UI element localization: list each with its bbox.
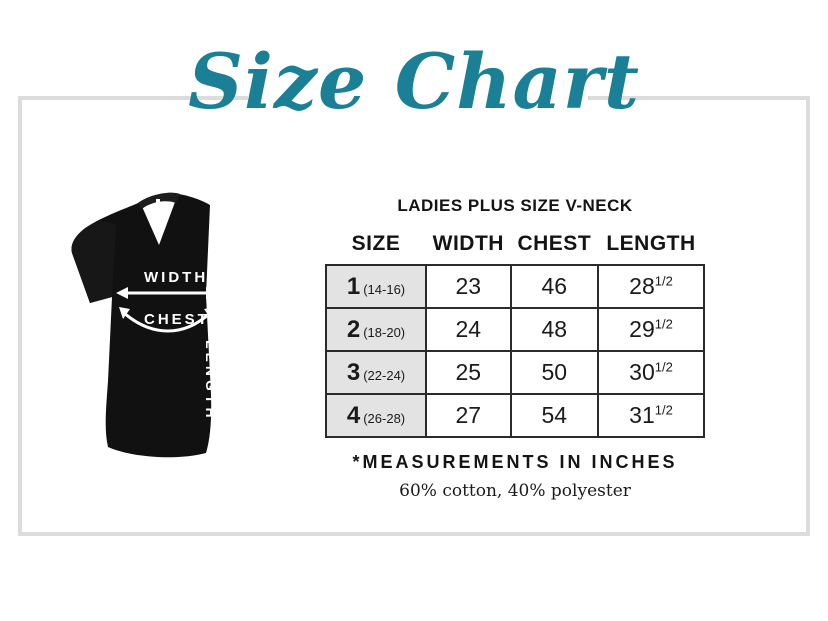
fabric-note: 60% cotton, 40% polyester xyxy=(399,481,631,501)
table-row xyxy=(326,265,704,308)
table-header-row xyxy=(326,232,704,265)
table-heading: LADIES PLUS SIZE V-NECK xyxy=(397,196,633,215)
size-number: 2 xyxy=(346,315,361,343)
column-header-chest: CHEST xyxy=(517,232,592,255)
length-value: 28 xyxy=(629,273,655,299)
size-number: 3 xyxy=(346,358,361,386)
table-row xyxy=(326,394,704,437)
cell-size xyxy=(326,351,426,394)
column-header-length: LENGTH xyxy=(606,232,696,255)
length-fraction: 1/2 xyxy=(654,316,673,332)
length-value: 31 xyxy=(629,402,655,428)
cell-width: 27 xyxy=(426,394,511,437)
table-row xyxy=(326,351,704,394)
size-table-area xyxy=(325,196,705,501)
length-value: 29 xyxy=(629,316,655,342)
cell-chest: 46 xyxy=(511,265,598,308)
length-fraction: 1/2 xyxy=(654,273,673,289)
cell-width: 23 xyxy=(426,265,511,308)
cell-width: 24 xyxy=(426,308,511,351)
cell-length xyxy=(598,308,704,351)
column-header-width: WIDTH xyxy=(432,232,504,255)
label-length: LENGTH xyxy=(203,340,219,422)
shirt-illustration xyxy=(60,185,310,485)
cell-size xyxy=(326,265,426,308)
size-range: (18-20) xyxy=(363,324,406,340)
size-number: 4 xyxy=(346,401,361,429)
page-title: Size Chart xyxy=(188,37,640,126)
size-number: 1 xyxy=(346,272,361,300)
cell-chest: 48 xyxy=(511,308,598,351)
label-chest: CHEST xyxy=(144,311,210,328)
cell-width: 25 xyxy=(426,351,511,394)
label-width: WIDTH xyxy=(144,269,209,286)
cell-size xyxy=(326,394,426,437)
length-fraction: 1/2 xyxy=(654,402,673,418)
cell-chest: 50 xyxy=(511,351,598,394)
tshirt-icon xyxy=(60,185,310,485)
size-range: (26-28) xyxy=(363,410,406,426)
size-table xyxy=(325,232,705,438)
cell-size xyxy=(326,308,426,351)
cell-length xyxy=(598,265,704,308)
measurements-note: *MEASUREMENTS IN INCHES xyxy=(352,452,678,472)
length-fraction: 1/2 xyxy=(654,359,673,375)
length-value: 30 xyxy=(629,359,655,385)
cell-chest: 54 xyxy=(511,394,598,437)
column-header-size: SIZE xyxy=(351,232,401,255)
size-range: (14-16) xyxy=(363,281,406,297)
cell-length xyxy=(598,394,704,437)
table-row xyxy=(326,308,704,351)
size-range: (22-24) xyxy=(363,367,406,383)
cell-length xyxy=(598,351,704,394)
